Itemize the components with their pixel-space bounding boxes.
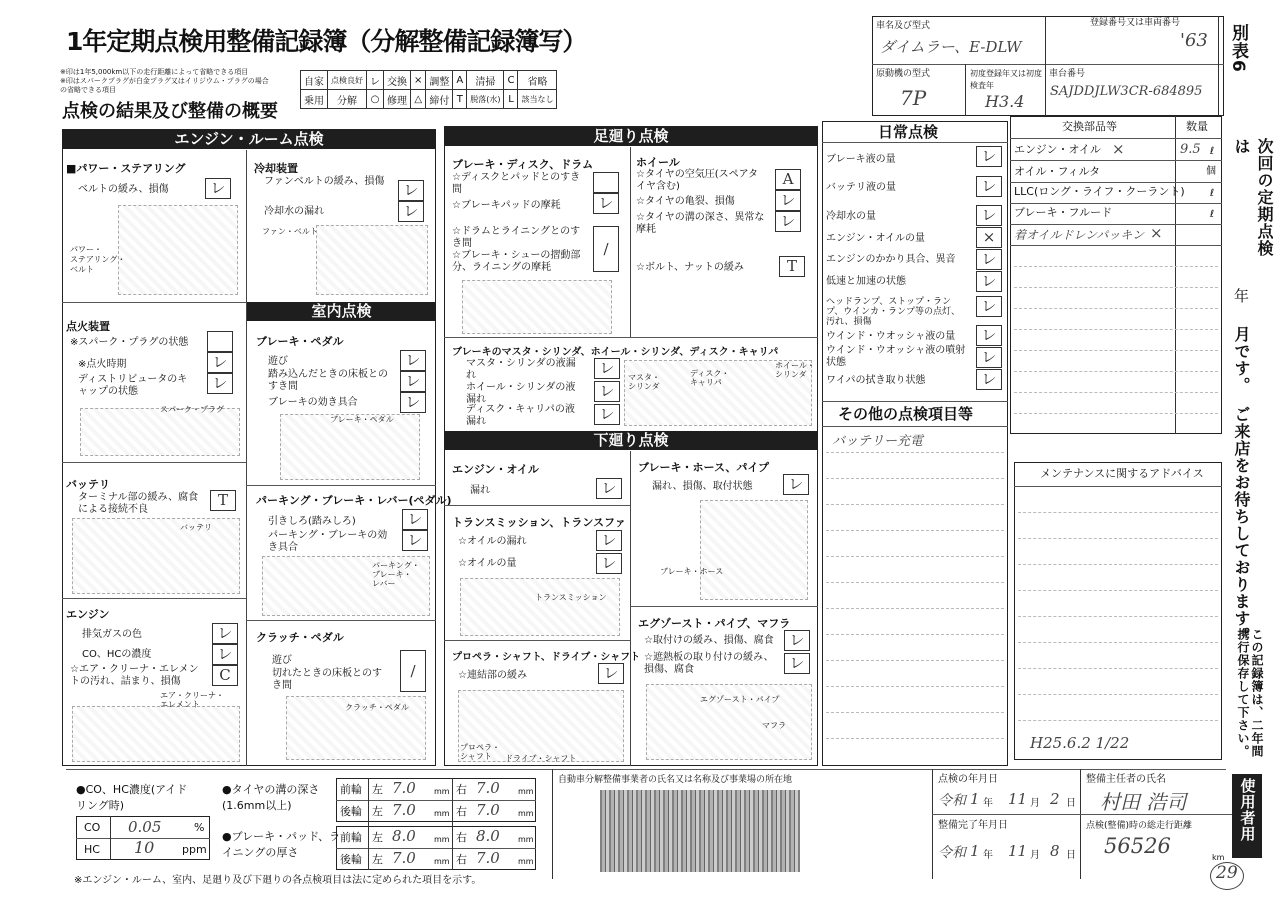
illustration-caption: ホイール・ <box>775 361 815 370</box>
legend-cell: 脱落(水) <box>467 90 504 109</box>
daily-mark: レ <box>976 205 1002 226</box>
daily-item: 低速と加速の状態 <box>826 276 906 287</box>
right-label: 右 <box>456 853 467 866</box>
legend-cell: 修理 <box>384 90 411 109</box>
completion-year: 1 <box>970 842 980 860</box>
illustration-caption: ドライブ・シャフト <box>505 754 577 763</box>
part-unit: ℓ <box>1210 188 1215 199</box>
brake-hose-illustration <box>700 500 808 600</box>
hc-unit: ppm <box>182 843 207 856</box>
transmission-item-2: ☆オイルの量 <box>458 558 517 569</box>
year-suffix: 年 <box>983 798 993 809</box>
tire-rear-label: 後輪 <box>340 805 362 818</box>
inspection-day: 2 <box>1050 790 1060 808</box>
vehicle-name-label: 車名及び型式 <box>876 21 931 31</box>
daily-mark: レ <box>976 249 1002 270</box>
document-title: 1年定期点検用整備記録簿（分解整備記録簿写） <box>66 27 587 56</box>
daily-item: ブレーキ液の量 <box>826 154 896 165</box>
cooling-item-2: 冷却水の漏れ <box>264 206 324 217</box>
title-note-2: ※印はスパークプラグが白金プラグ又はイリジウム・プラグの場合 <box>60 77 269 85</box>
brake-hose-mark: レ <box>783 474 809 495</box>
footer-note: ※エンジン・ルーム、室内、足廻り及び下廻りの各点検項目は法に定められた項目を示す。 <box>74 875 482 886</box>
legend-cell: ○ <box>367 90 384 109</box>
part-mark: × <box>1112 140 1125 158</box>
brake-disc-mark-3: / <box>593 226 619 272</box>
part-name: エンジン・オイル <box>1014 143 1101 156</box>
title-note-3: の省略できる項目 <box>60 86 116 94</box>
exhaust-title: エグゾースト・パイプ、マフラ <box>638 617 791 630</box>
air-cleaner-illustration <box>72 706 240 762</box>
right-label: 右 <box>456 805 467 818</box>
day-suffix: 日 <box>1066 850 1076 861</box>
co-value: 0.05 <box>128 818 162 836</box>
battery-mark: T <box>210 490 236 511</box>
completion-era: 令和 <box>938 845 966 861</box>
power-steering-title: ■パワー・ステアリング <box>66 162 186 175</box>
left-label: 左 <box>372 783 383 796</box>
wheel-mark-2: レ <box>775 190 801 211</box>
power-steering-mark: レ <box>205 178 231 199</box>
daily-mark: レ <box>976 271 1002 292</box>
illustration-caption: トランスミッション <box>535 593 607 602</box>
parking-brake-item-2: パーキング・ブレーキの効き具合 <box>268 530 388 553</box>
illustration-caption: マスタ・ <box>628 373 660 382</box>
visit-message: ご来店をお待ちしております。 <box>1232 406 1251 644</box>
pad-rear-left-value: 7.0 <box>392 849 416 867</box>
first-reg-value: H3.4 <box>985 92 1025 111</box>
battery-illustration <box>72 518 240 594</box>
mileage-value: 56526 <box>1104 834 1171 858</box>
engine-oil-leak-item: 漏れ <box>470 485 490 496</box>
pad-rear-right-value: 7.0 <box>476 849 500 867</box>
title-note-1: ※印は1年5,000km以下の走行距離によって省略できる項目 <box>60 68 249 76</box>
ignition-mark-2: レ <box>207 352 233 373</box>
inspection-month: 11 <box>1008 790 1028 808</box>
brake-drum-illustration <box>462 280 612 334</box>
illustration-caption: ファン・ベルト <box>262 227 318 236</box>
ignition-item-1: ※スパーク・プラグの状態 <box>70 337 189 348</box>
wheel-item-4: ☆ボルト、ナットの緩み <box>636 262 744 273</box>
part-name-handwritten: 着オイルドレンパッキン <box>1014 228 1145 242</box>
illustration-caption: シャフト <box>460 752 492 761</box>
brake-disc-item-3: ☆ドラムとライニングとのすき間 <box>452 226 581 249</box>
ignition-title: 点火装置 <box>66 320 110 333</box>
clutch-pedal-item-2: 切れたときの床板とのすき間 <box>272 668 382 691</box>
illustration-caption: ステアリング・ <box>70 255 126 264</box>
unit-label: mm <box>518 787 534 796</box>
unit-label: mm <box>518 835 534 844</box>
daily-item: ウインド・ウオッシャ液の噴射状態 <box>826 345 966 368</box>
legend-cell: 清掃 <box>467 71 504 90</box>
engine-type-value: 7P <box>900 86 927 110</box>
brake-disc-item-4: ☆ブレーキ・シューの摺動部分、ライニングの摩耗 <box>452 250 581 273</box>
vehicle-name-value: ダイムラー、E-DLW <box>880 38 1022 56</box>
other-items-note: バッテリー充電 <box>832 434 924 449</box>
wheel-mark-3: レ <box>775 211 801 232</box>
propeller-shaft-item: ☆連結部の緩み <box>458 670 527 681</box>
illustration-caption: ブレーキ・ホース <box>660 567 724 576</box>
daily-mark: レ <box>976 347 1002 368</box>
transmission-mark-2: レ <box>596 553 622 574</box>
tire-front-label: 前輪 <box>340 783 362 796</box>
cooling-illustration <box>316 225 428 295</box>
tire-rear-right-value: 7.0 <box>476 801 500 819</box>
pad-front-left-value: 8.0 <box>392 827 416 845</box>
daily-item: 冷却水の量 <box>826 211 876 222</box>
daily-item: エンジンのかかり具合、異音 <box>826 254 956 265</box>
exhaust-mark-1: レ <box>784 630 810 651</box>
legend-cell: 交換 <box>384 71 411 90</box>
completion-day: 8 <box>1050 842 1060 860</box>
clutch-pedal-mark: / <box>400 650 426 692</box>
master-mark-3: レ <box>594 404 620 425</box>
left-label: 左 <box>372 805 383 818</box>
legend-cell: 乗用 <box>301 90 328 109</box>
parts-box <box>1010 116 1222 434</box>
parts-header-qty: 数量 <box>1186 120 1208 133</box>
legend-cell: T <box>453 90 467 109</box>
illustration-caption: バッテリ <box>180 523 212 532</box>
legend-cell: △ <box>411 90 426 109</box>
daily-mark: レ <box>976 146 1002 167</box>
daily-mark: レ <box>976 176 1002 197</box>
transmission-item-1: ☆オイルの漏れ <box>458 536 527 547</box>
cooling-item-1: ファンベルトの緩み、損傷 <box>264 176 385 187</box>
legend-cell: レ <box>367 71 384 90</box>
redacted-stamp <box>600 790 800 872</box>
wheel-mark-4: T <box>779 256 805 277</box>
chassis-number-label: 車台番号 <box>1049 69 1086 79</box>
day-suffix: 日 <box>1066 798 1076 809</box>
unit-label: mm <box>434 857 450 866</box>
parking-brake-mark-2: レ <box>402 530 428 551</box>
brake-hose-title: ブレーキ・ホース、パイプ <box>638 461 770 474</box>
parts-header-name: 交換部品等 <box>1062 120 1117 133</box>
cooling-title: 冷却装置 <box>254 162 298 175</box>
wheel-title: ホイール <box>636 156 680 169</box>
illustration-caption: シリンダ <box>775 370 807 379</box>
reg-number-value: '63 <box>1180 30 1208 51</box>
illustration-caption: エレメント <box>160 700 200 709</box>
co-label: CO <box>84 821 101 834</box>
transmission-illustration <box>460 578 620 636</box>
daily-mark: レ <box>976 296 1002 317</box>
clutch-pedal-title: クラッチ・ペダル <box>256 631 344 644</box>
illustration-caption: ブレーキ・ペダル <box>330 415 394 424</box>
tire-front-right-value: 7.0 <box>476 779 500 797</box>
left-label: 左 <box>372 831 383 844</box>
pad-thickness-title: ●ブレーキ・パッド、ライニングの厚さ <box>222 830 341 859</box>
tire-rear-left-value: 7.0 <box>392 801 416 819</box>
legend-cell: 調整 <box>426 71 453 90</box>
part-name: オイル・フィルタ <box>1014 165 1101 178</box>
brake-pedal-mark-1: レ <box>400 350 426 371</box>
engine-item-1: 排気ガスの色 <box>82 629 142 640</box>
co-hc-title: ●CO、HC濃度(アイドリング時) <box>76 783 188 812</box>
legend-cell: 分解 <box>328 90 367 109</box>
propeller-shaft-title: プロペラ・シャフト、ドライブ・シャフト <box>452 652 641 663</box>
pad-front-right-value: 8.0 <box>476 827 500 845</box>
part-qty: 9.5 <box>1180 142 1201 157</box>
exhaust-item-1: ☆取付けの緩み、損傷、腐食 <box>644 635 774 646</box>
part-mark: × <box>1150 224 1163 242</box>
chassis-number-value: SAJDDJLW3CR-684895 <box>1050 84 1203 99</box>
illustration-caption: シリンダ <box>628 382 660 391</box>
daily-mark: レ <box>976 325 1002 346</box>
part-unit: 個 <box>1206 166 1216 177</box>
engine-mark-3: C <box>212 665 238 686</box>
maker-label: 自動車分解整備事業者の氏名又は名称及び事業場の所在地 <box>558 775 793 785</box>
parking-brake-title: パーキング・ブレーキ・レバー(ペダル) <box>256 494 452 507</box>
daily-item: エンジン・オイルの量 <box>826 233 925 244</box>
legend-cell: A <box>453 71 467 90</box>
right-label: 右 <box>456 783 467 796</box>
foot-header: 足廻り点検 <box>444 127 818 146</box>
brake-pedal-mark-2: レ <box>400 371 426 392</box>
transmission-mark-1: レ <box>596 530 622 551</box>
right-label: 右 <box>456 831 467 844</box>
under-header: 下廻り点検 <box>444 431 818 450</box>
illustration-caption: レバー <box>372 579 396 588</box>
legend-cell: 該当なし <box>518 90 557 109</box>
month-suffix: 月 <box>1030 850 1040 861</box>
chief-mechanic-name: 村田 浩司 <box>1100 790 1187 814</box>
daily-header: 日常点検 <box>878 123 939 141</box>
mileage-label: 点検(整備)時の総走行距離 <box>1086 821 1193 831</box>
month-suffix: 月 <box>1030 798 1040 809</box>
unit-label: mm <box>518 857 534 866</box>
power-steering-item: ベルトの緩み、損傷 <box>78 184 169 195</box>
left-label: 左 <box>372 853 383 866</box>
daily-item: ワイパの拭き取り状態 <box>826 375 926 386</box>
transmission-title: トランスミッション、トランスファ <box>452 516 626 529</box>
first-reg-label: 初度登録年又は初度検査年 <box>970 69 1042 90</box>
advice-odometer-note: H25.6.2 1/22 <box>1030 734 1130 752</box>
exhaust-mark-2: レ <box>784 653 810 674</box>
wheel-item-3: ☆タイヤの溝の深さ、異常な摩耗 <box>636 212 765 235</box>
clutch-pedal-item-1: 遊び <box>272 655 292 666</box>
daily-item: バッテリ液の量 <box>826 182 896 193</box>
completion-date-label: 整備完了年月日 <box>938 820 1008 831</box>
cooling-mark-2: レ <box>398 201 424 222</box>
brake-pedal-item-1: 遊び <box>268 356 288 367</box>
illustration-caption: パーキング・ <box>372 561 420 570</box>
ignition-mark-1 <box>207 331 233 352</box>
daily-mark: × <box>976 227 1002 248</box>
mileage-unit: km <box>1212 853 1225 862</box>
hc-label: HC <box>84 843 100 856</box>
illustration-caption: エグゾースト・パイプ <box>700 695 780 704</box>
propeller-shaft-mark: レ <box>598 663 624 684</box>
unit-label: mm <box>434 809 450 818</box>
inspection-era: 令和 <box>938 793 966 809</box>
document-subtitle: 点検の結果及び整備の概要 <box>62 101 278 122</box>
engine-mark-1: レ <box>212 623 238 644</box>
engine-mark-2: レ <box>212 644 238 665</box>
master-cylinder-title: ブレーキのマスタ・シリンダ、ホイール・シリンダ、ディスク・キャリパ <box>452 347 779 358</box>
daily-item: ヘッドランプ、ストップ・ランプ、ウインカ・ランプ等の点灯、汚れ、損傷 <box>826 297 961 327</box>
completion-month: 11 <box>1008 842 1028 860</box>
battery-item: ターミナル部の緩み、腐食による接続不良 <box>78 492 199 515</box>
master-item-2: ホイール・シリンダの液漏れ <box>466 382 576 405</box>
engine-item-3: ☆エア・クリーナ・エレメントの汚れ、詰まり、損傷 <box>70 664 199 687</box>
unit-label: mm <box>434 787 450 796</box>
co-unit: % <box>194 821 205 834</box>
master-item-3: ディスク・キャリパの液漏れ <box>466 404 575 427</box>
brake-pedal-title: ブレーキ・ペダル <box>256 335 344 348</box>
engine-type-label: 原動機の型式 <box>876 69 931 79</box>
illustration-caption: キャリパ <box>690 378 722 387</box>
hc-value: 10 <box>134 838 155 857</box>
other-items-header: その他の点検項目等 <box>838 405 974 423</box>
engine-oil-leak-mark: レ <box>596 478 622 499</box>
ignition-mark-3: レ <box>207 373 233 394</box>
ignition-item-2: ※点火時期 <box>78 359 127 370</box>
master-item-1: マスタ・シリンダの液漏れ <box>466 358 576 381</box>
tire-front-left-value: 7.0 <box>392 779 416 797</box>
brake-pedal-item-2: 踏み込んだときの床板とのすき間 <box>268 369 388 392</box>
legend-table <box>300 70 557 109</box>
legend-cell: 点検良好 <box>328 71 367 90</box>
storage-note: この記録簿は、二年間携行保存して下さい。 <box>1236 628 1264 758</box>
brake-disc-mark-2: レ <box>593 193 619 214</box>
legend-cell: 締付 <box>426 90 453 109</box>
legend-cell: L <box>504 90 518 109</box>
master-mark-2: レ <box>594 381 620 402</box>
unit-label: mm <box>434 835 450 844</box>
year-suffix: 年 <box>983 850 993 861</box>
part-unit: ℓ <box>1210 209 1215 220</box>
pad-rear-label: 後輪 <box>340 853 362 866</box>
daily-mark: レ <box>976 369 1002 390</box>
spark-plug-illustration <box>80 408 240 456</box>
next-inspection-month: 月です。 <box>1232 326 1251 394</box>
engine-room-header: エンジン・ルーム点検 <box>62 130 436 149</box>
inspection-date-label: 点検の年月日 <box>938 774 998 785</box>
unit-label: mm <box>518 809 534 818</box>
brake-disc-item-2: ☆ブレーキパッドの摩耗 <box>452 200 561 211</box>
legend-cell: C <box>504 71 518 90</box>
illustration-caption: ブレーキ・ <box>372 570 412 579</box>
legend-cell: 自家 <box>301 71 328 90</box>
illustration-caption: ベルト <box>70 265 94 274</box>
pad-front-label: 前輪 <box>340 831 362 844</box>
parking-brake-item-1: 引きしろ(踏みしろ) <box>268 516 356 527</box>
interior-header: 室内点検 <box>247 302 436 321</box>
user-copy-label <box>1232 774 1262 858</box>
page-number: 29 <box>1216 863 1238 883</box>
brake-disc-item-1: ☆ディスクとパッドとのすき間 <box>452 172 581 195</box>
illustration-caption: スパーク・プラグ <box>160 405 224 414</box>
daily-item: ウインド・ウオッシャ液の量 <box>826 331 956 342</box>
engine-oil-leak-title: エンジン・オイル <box>452 463 539 476</box>
tire-depth-title: ●タイヤの溝の深さ(1.6mm以上) <box>222 783 320 812</box>
legend-cell: × <box>411 71 426 90</box>
illustration-caption: ディスク・ <box>690 369 730 378</box>
brake-pedal-mark-3: レ <box>400 392 426 413</box>
power-steering-illustration <box>118 205 238 295</box>
cooling-mark-1: レ <box>398 180 424 201</box>
user-copy-text: 使用者用 <box>1238 778 1257 842</box>
brake-disc-mark-1 <box>593 172 619 193</box>
illustration-caption: クラッチ・ペダル <box>345 703 409 712</box>
wheel-item-1: ☆タイヤの空気圧(スペアタイヤ含む) <box>636 169 758 192</box>
chief-mechanic-label: 整備主任者の氏名 <box>1086 774 1166 785</box>
advice-box <box>1014 462 1222 760</box>
part-unit: ℓ <box>1210 146 1215 157</box>
ignition-item-3: ディストリビュータのキャップの状態 <box>78 374 188 397</box>
brake-pedal-item-3: ブレーキの効き具合 <box>268 397 358 408</box>
illustration-caption: プロペラ・ <box>460 743 500 752</box>
wheel-item-2: ☆タイヤの亀裂、損傷 <box>636 196 735 207</box>
side-label-betsuhyo: 別表6 <box>1228 24 1248 73</box>
illustration-caption: パワー・ <box>70 245 102 254</box>
illustration-caption: マフラ <box>762 721 786 730</box>
parking-brake-mark-1: レ <box>402 509 428 530</box>
legend-cell: 省略 <box>518 71 557 90</box>
part-name: LLC(ロング・ライフ・クーラント) <box>1014 185 1185 198</box>
next-inspection-text: 次回の定期点検は <box>1232 138 1274 257</box>
master-mark-1: レ <box>594 358 620 379</box>
brake-disc-title: ブレーキ・ディスク、ドラム <box>452 158 594 171</box>
reg-number-label: 登録番号又は車両番号 <box>1090 18 1181 28</box>
illustration-caption: エア・クリーナ・ <box>160 691 224 700</box>
advice-header: メンテナンスに関するアドバイス <box>1040 467 1204 480</box>
next-inspection-year: 年 <box>1234 287 1250 305</box>
part-name: ブレーキ・フルード <box>1014 206 1113 219</box>
brake-hose-item: 漏れ、損傷、取付状態 <box>652 481 753 492</box>
engine-title: エンジン <box>66 608 110 621</box>
engine-item-2: CO、HCの濃度 <box>82 649 152 660</box>
battery-title: バッテリ <box>66 478 110 491</box>
inspection-year: 1 <box>970 790 980 808</box>
wheel-mark-1: A <box>775 169 801 190</box>
exhaust-item-2: ☆遮熱板の取り付けの緩み、損傷、腐食 <box>644 652 774 675</box>
